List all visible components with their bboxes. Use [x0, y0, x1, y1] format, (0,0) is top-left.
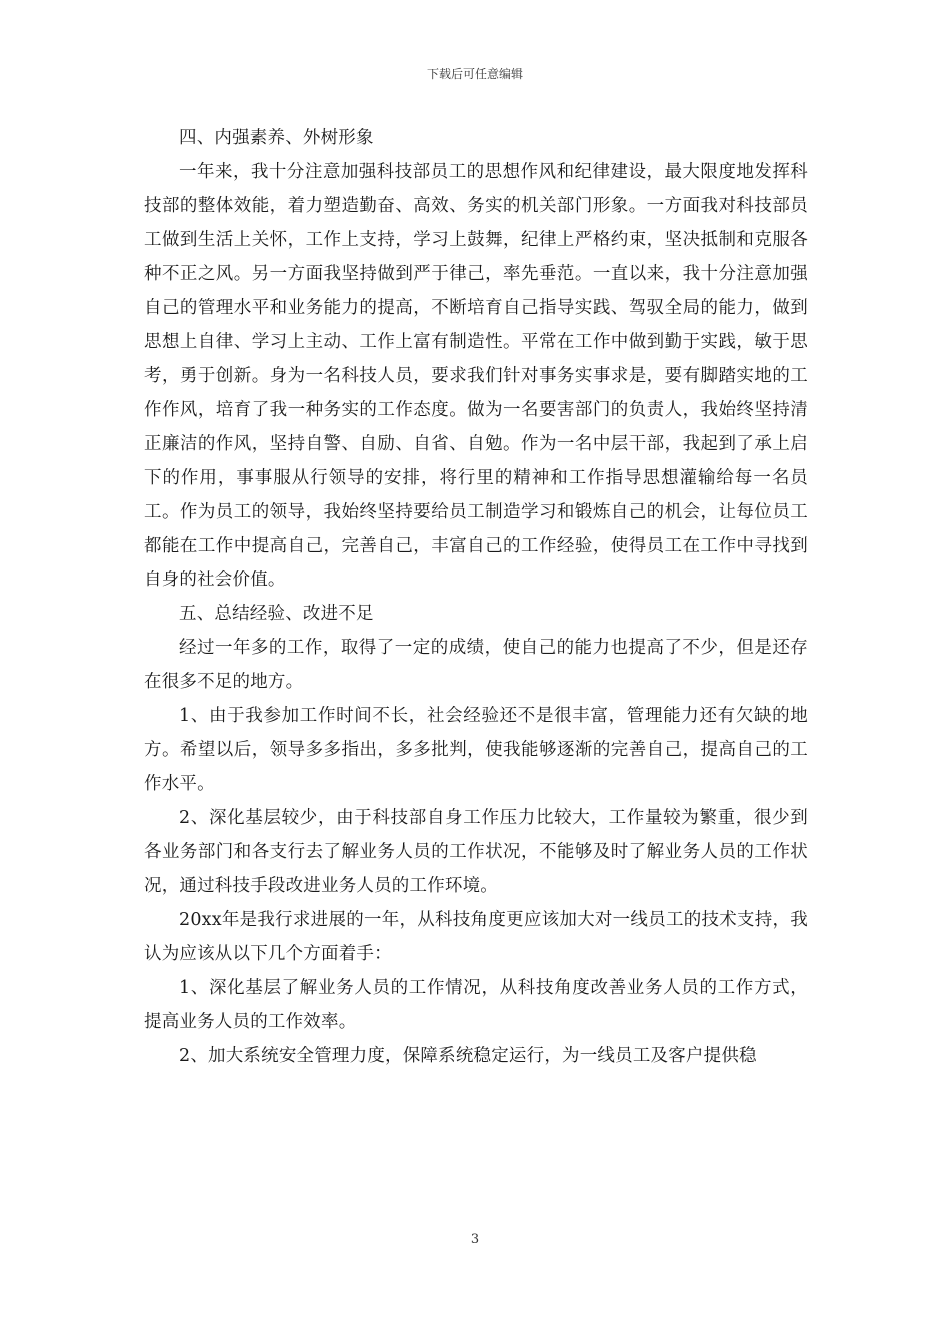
- list-item: 1、深化基层了解业务人员的工作情况，从科技角度改善业务人员的工作方式，提高业务人员的工作效率。: [144, 978, 808, 1032]
- body-paragraph: 经过一年多的工作，取得了一定的成绩，使自己的能力也提高了不少，但是还存在很多不足的地方。: [144, 638, 808, 692]
- page-number: 3: [470, 1232, 480, 1247]
- list-item: 2、深化基层较少，由于科技部自身工作压力比较大，工作量较为繁重，很少到各业务部门和各支行去了解业务人员的工作状况，不能够及时了解业务人员的工作状况，通过科技手段改进业务人员的工作环境。: [144, 808, 808, 896]
- list-item: 1、由于我参加工作时间不长，社会经验还不是很丰富，管理能力还有欠缺的地方。希望以后，领导多多指出，多多批判，使我能够逐渐的完善自己，提高自己的工作水平。: [144, 706, 808, 794]
- section-heading-5: 五、总结经验、改进不足: [179, 604, 374, 624]
- list-item: 2、加大系统安全管理力度，保障系统稳定运行，为一线员工及客户提供稳: [179, 1046, 757, 1066]
- document-body: [144, 121, 808, 1073]
- body-paragraph: 20xx年是我行求进展的一年，从科技角度更应该加大对一线员工的技术支持，我认为应该从以下几个方面着手：: [144, 910, 808, 964]
- body-paragraph: 一年来，我十分注意加强科技部员工的思想作风和纪律建设，最大限度地发挥科技部的整体效能，着力塑造勤奋、高效、务实的机关部门形象。一方面我对科技部员工做到生活上关怀，工作上支持，学习上鼓舞，纪律上严格约束，坚决抵制和克服各种不正之风。另一方面我坚持做到严于律己，率先垂范。一直以来，我十分注意加强自己的管理水平和业务能力的提高，不断培育自己指导实践、驾驭全局的能力，做到思想上自律、学习上主动、工作上富有制造性。平常在工作中做到勤于实践，敏于思考，勇于创新。身为一名科技人员，要求我们针对事务实事求是，要有脚踏实地的工作作风，培育了我一种务实的工作态度。做为一名要害部门的负责人，我始终坚持清正廉洁的作风，坚持自警、自励、自省、自勉。作为一名中层干部，我起到了承上启下的作用，事事服从行领导的安排，将行里的精神和工作指导思想灌输给每一名员工。作为员工的领导，我始终坚持要给员工制造学习和锻炼自己的机会，让每位员工都能在工作中提高自己，完善自己，丰富自己的工作经验，使得员工在工作中寻找到自身的社会价值。: [144, 162, 808, 590]
- page-header-note: 下载后可任意编辑: [426, 67, 523, 81]
- section-heading-4: 四、内强素养、外树形象: [179, 128, 374, 148]
